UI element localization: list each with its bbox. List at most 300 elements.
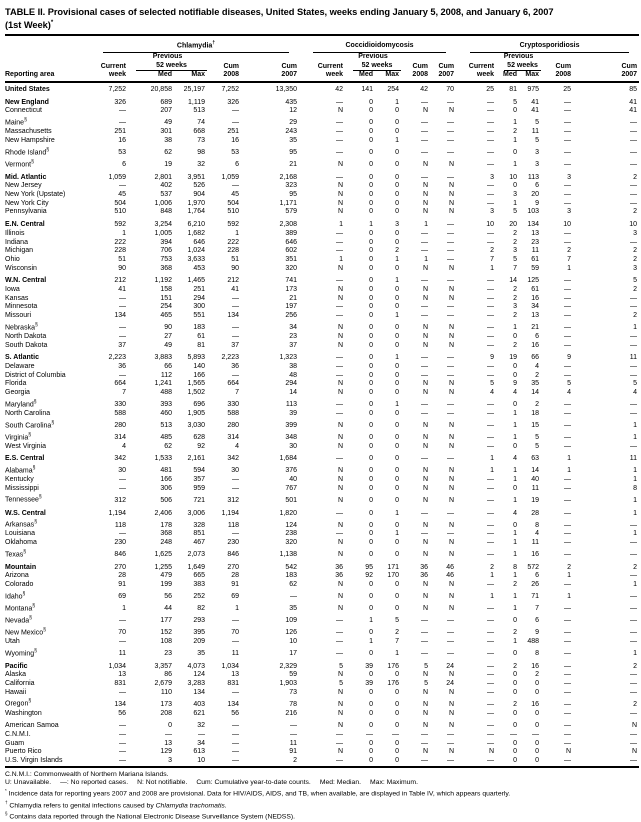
value-cell: 1 <box>513 136 518 144</box>
value-cell: 6 <box>122 160 126 168</box>
value-cell: — <box>421 401 428 409</box>
reporting-area-cell: Utah <box>5 637 20 645</box>
value-cell: 3 <box>535 148 540 156</box>
value-cell: 42 <box>335 86 343 94</box>
value-cell: 1,006 <box>154 199 172 207</box>
value-cell: 71 <box>531 593 540 601</box>
value-cell: — <box>336 128 343 136</box>
area-footnote-marker: § <box>43 626 46 633</box>
value-cell: — <box>564 617 572 625</box>
value-cell: — <box>630 680 638 688</box>
value-cell: — <box>564 128 572 136</box>
area-footnote-marker: § <box>28 431 31 438</box>
reporting-area-cell: Pennsylvania <box>5 208 47 216</box>
value-cell: 0 <box>395 371 399 379</box>
value-cell: 0 <box>369 722 373 730</box>
footnote-marker: * <box>5 788 7 794</box>
value-cell: 348 <box>285 433 297 441</box>
value-cell: 36 <box>118 363 126 371</box>
value-cell: 1 <box>513 119 518 127</box>
value-cell: — <box>630 401 638 409</box>
reporting-area-cell: Guam <box>5 739 25 747</box>
table-row <box>5 247 639 256</box>
value-cell: 513 <box>160 421 172 429</box>
value-cell: N <box>337 107 343 115</box>
value-cell: — <box>487 332 495 340</box>
value-cell: — <box>630 182 638 190</box>
value-cell: — <box>232 332 239 340</box>
value-cell: — <box>630 128 638 136</box>
value-cell: 28 <box>118 572 126 580</box>
value-cell: — <box>564 442 572 450</box>
value-cell: — <box>564 107 572 115</box>
value-cell: 1 <box>513 572 518 580</box>
footnote-marker: § <box>5 811 8 817</box>
value-cell: 10 <box>629 221 638 229</box>
value-cell: 3 <box>490 173 495 181</box>
value-cell: 2 <box>513 238 518 246</box>
value-cell: — <box>487 709 495 717</box>
reporting-area-cell: New England <box>5 98 49 106</box>
value-cell: N <box>448 421 455 429</box>
value-cell: 39 <box>365 680 373 688</box>
value-cell: — <box>421 509 428 517</box>
value-cell: — <box>447 649 455 657</box>
value-cell: 197 <box>285 303 297 311</box>
value-cell: N <box>422 160 428 168</box>
value-cell: 0 <box>513 107 518 115</box>
table-row <box>5 740 639 749</box>
footnote-marker: † <box>5 799 8 805</box>
value-cell: 230 <box>114 538 126 546</box>
value-cell: — <box>447 409 455 417</box>
value-cell: N <box>422 709 428 717</box>
value-cell: 5 <box>424 662 428 670</box>
table-row <box>5 230 639 239</box>
value-cell: 66 <box>531 354 540 362</box>
reporting-area-cell: Minnesota <box>5 303 38 311</box>
reporting-area-cell: Rhode Island§ <box>5 146 50 156</box>
value-cell: 8 <box>535 521 540 529</box>
reporting-area-cell: New Jersey <box>5 182 42 190</box>
value-cell: — <box>336 363 343 371</box>
value-cell: — <box>564 229 572 237</box>
value-cell: 2,168 <box>279 173 297 181</box>
value-cell: N <box>422 341 428 349</box>
med-header: Med <box>496 71 519 82</box>
value-cell: — <box>336 148 343 156</box>
value-cell: 3,357 <box>154 662 172 670</box>
value-cell: 2 <box>513 581 518 589</box>
value-cell: 51 <box>231 255 239 263</box>
value-cell: — <box>564 286 572 294</box>
area-footnote-marker: § <box>34 647 37 654</box>
value-cell: 0 <box>369 496 373 504</box>
value-cell: N <box>448 442 455 450</box>
value-cell: 0 <box>369 191 373 199</box>
value-cell: — <box>487 722 495 730</box>
value-cell: — <box>447 221 455 229</box>
value-cell: N <box>337 160 343 168</box>
value-cell: N <box>448 286 455 294</box>
reporting-area-cell: E.S. Central <box>5 455 45 463</box>
value-cell: 0 <box>513 484 518 492</box>
value-cell: N <box>337 442 343 450</box>
value-cell: 176 <box>387 662 399 670</box>
value-cell: 15 <box>531 421 540 429</box>
table-row <box>5 493 639 505</box>
value-cell: — <box>447 255 455 263</box>
value-cell: N <box>337 467 343 475</box>
value-cell: 0 <box>369 700 373 708</box>
value-cell: — <box>447 238 455 246</box>
value-cell: 10 <box>563 221 572 229</box>
value-cell: N <box>422 605 428 613</box>
table-row <box>5 530 639 539</box>
value-cell: 301 <box>160 128 172 136</box>
value-cell: — <box>336 530 343 538</box>
value-cell: 0 <box>395 442 399 450</box>
reporting-area-cell: Arkansas§ <box>5 519 37 529</box>
value-cell: 0 <box>513 148 518 156</box>
value-cell: N <box>448 182 455 190</box>
value-cell: 328 <box>193 521 205 529</box>
value-cell: — <box>447 363 455 371</box>
value-cell: — <box>336 739 343 747</box>
value-cell: 0 <box>395 286 399 294</box>
value-cell: — <box>630 409 638 417</box>
value-cell: 45 <box>118 191 126 199</box>
value-cell: 0 <box>369 421 373 429</box>
value-cell: 3 <box>490 208 495 216</box>
reporting-area-cell: New Hampshire <box>5 136 55 144</box>
value-cell: — <box>447 371 455 379</box>
value-cell: 13 <box>531 229 540 237</box>
value-cell: 5 <box>513 255 518 263</box>
reporting-area-cell: United States <box>5 86 50 94</box>
value-cell: 0 <box>395 581 399 589</box>
value-cell: — <box>232 294 239 302</box>
value-cell: 0 <box>513 363 518 371</box>
value-cell: 1 <box>339 221 343 229</box>
value-cell: N <box>448 324 455 332</box>
value-cell: — <box>487 312 495 320</box>
med-header: Med <box>345 71 375 82</box>
table-row <box>5 321 639 333</box>
value-cell: 904 <box>193 191 205 199</box>
value-cell: 21 <box>289 160 297 168</box>
value-cell: 646 <box>285 238 297 246</box>
spacer-cell <box>573 53 639 62</box>
value-cell: — <box>232 107 239 115</box>
value-cell: 280 <box>227 421 239 429</box>
value-cell: 5 <box>490 380 495 388</box>
value-cell: 0 <box>395 160 399 168</box>
value-cell: 1 <box>513 476 518 484</box>
reporting-area-cell: Mississippi <box>5 484 39 492</box>
value-cell: — <box>487 294 495 302</box>
value-cell: 2 <box>567 563 572 571</box>
table-row <box>5 590 639 602</box>
value-cell: — <box>487 550 495 558</box>
value-cell: — <box>564 332 572 340</box>
value-cell: — <box>421 312 428 320</box>
value-cell: 351 <box>285 255 297 263</box>
value-cell: 0 <box>395 389 399 397</box>
value-cell: 90 <box>118 264 126 272</box>
value-cell: 1 <box>567 593 572 601</box>
footnote-text: Contains data reported through the National Electronic Disease Surveillance System (NEDSS). <box>9 813 296 821</box>
value-cell: 34 <box>289 324 297 332</box>
value-cell: — <box>232 119 239 127</box>
value-cell: 0 <box>369 136 373 144</box>
value-cell: — <box>119 107 126 115</box>
value-cell: — <box>392 730 399 738</box>
value-cell: — <box>119 324 126 332</box>
value-cell: — <box>336 354 343 362</box>
value-cell: 0 <box>369 739 373 747</box>
value-cell: 134 <box>527 221 540 229</box>
value-cell: 1 <box>513 637 518 645</box>
value-cell: 256 <box>285 312 297 320</box>
value-cell: 19 <box>164 160 172 168</box>
value-cell: 62 <box>164 148 172 156</box>
value-cell: N <box>337 421 343 429</box>
value-cell: N <box>337 538 343 546</box>
value-cell: — <box>630 629 638 637</box>
value-cell: N <box>422 467 428 475</box>
value-cell: 0 <box>369 148 373 156</box>
value-cell: — <box>630 605 638 613</box>
value-cell: — <box>564 238 572 246</box>
value-cell: 13 <box>118 671 126 679</box>
value-cell: — <box>119 119 126 127</box>
table-row <box>5 303 639 312</box>
year-2007-header: 2007 <box>573 71 639 82</box>
value-cell: 0 <box>369 324 373 332</box>
value-cell: 2,329 <box>279 662 297 670</box>
value-cell: 91 <box>118 581 126 589</box>
value-cell: 11 <box>531 128 540 136</box>
value-cell: — <box>336 312 343 320</box>
value-cell: 53 <box>118 148 126 156</box>
value-cell: N <box>422 380 428 388</box>
value-cell: 170 <box>387 572 399 580</box>
reporting-area-cell: C.N.M.I. <box>5 730 31 738</box>
value-cell: — <box>564 662 572 670</box>
table-row <box>5 239 639 248</box>
value-cell: 34 <box>197 739 205 747</box>
table-row <box>5 107 639 116</box>
value-cell: 1,565 <box>187 380 205 388</box>
table-row <box>5 602 639 614</box>
value-cell: — <box>447 739 455 747</box>
table-row <box>5 638 639 647</box>
table-row <box>5 265 639 274</box>
value-cell: 0 <box>395 303 399 311</box>
value-cell: 134 <box>227 700 239 708</box>
value-cell: — <box>421 354 428 362</box>
value-cell: — <box>564 476 572 484</box>
value-cell: 2 <box>633 700 638 708</box>
value-cell: 70 <box>446 86 455 94</box>
value-cell: — <box>119 294 126 302</box>
value-cell: 92 <box>365 572 373 580</box>
value-cell: 0 <box>395 671 399 679</box>
value-cell: — <box>630 709 638 717</box>
value-cell: 4 <box>235 442 239 450</box>
value-cell: 1 <box>395 649 399 657</box>
value-cell: 0 <box>395 722 399 730</box>
value-cell: 230 <box>227 538 239 546</box>
value-cell: N <box>337 341 343 349</box>
value-cell: — <box>487 757 495 765</box>
value-cell: 11 <box>531 538 540 546</box>
reporting-area-cell: South Carolina§ <box>5 419 55 429</box>
value-cell: N <box>422 700 428 708</box>
footnotes <box>5 771 639 822</box>
value-cell: 228 <box>114 247 126 255</box>
group-title: Coccidioidomycosis <box>345 42 414 50</box>
value-cell: N <box>337 191 343 199</box>
area-footnote-marker: § <box>33 398 37 405</box>
table-row <box>5 731 639 740</box>
value-cell: N <box>337 593 343 601</box>
value-cell: — <box>487 688 495 696</box>
value-cell: N <box>448 264 455 272</box>
value-cell: — <box>630 160 638 168</box>
value-cell: 113 <box>285 401 297 409</box>
value-cell: 34 <box>531 303 540 311</box>
value-cell: N <box>422 191 428 199</box>
value-cell: 4 <box>513 389 518 397</box>
value-cell: — <box>487 107 495 115</box>
value-cell: N <box>337 199 343 207</box>
value-cell: 330 <box>114 401 126 409</box>
value-cell: 4 <box>535 363 540 371</box>
value-cell: 0 <box>369 371 373 379</box>
value-cell: N <box>337 521 343 529</box>
value-cell: 2 <box>490 563 495 571</box>
value-cell: 41 <box>118 286 126 294</box>
value-cell: 86 <box>164 671 172 679</box>
value-cell: — <box>564 303 572 311</box>
value-cell: 41 <box>531 107 540 115</box>
value-cell: N <box>337 709 343 717</box>
cum-header: Cum <box>621 62 638 70</box>
value-cell: 110 <box>160 688 172 696</box>
value-cell: — <box>232 371 239 379</box>
value-cell: 0 <box>395 593 399 601</box>
value-cell: — <box>487 199 495 207</box>
group-title: Chlamydia <box>176 42 213 50</box>
value-cell: 16 <box>231 136 239 144</box>
value-cell: 0 <box>369 649 373 657</box>
value-cell: — <box>119 476 126 484</box>
value-cell: N <box>422 581 428 589</box>
table-row <box>5 506 639 519</box>
value-cell: 2,308 <box>279 221 297 229</box>
value-cell: — <box>487 637 495 645</box>
value-cell: 3,254 <box>154 221 172 229</box>
year-2008-header: 2008 <box>541 71 573 82</box>
value-cell: 1,649 <box>187 563 205 571</box>
value-cell: 851 <box>193 530 205 538</box>
value-cell: 0 <box>513 182 518 190</box>
reporting-area-cell: Kentucky <box>5 476 34 484</box>
value-cell: — <box>119 484 126 492</box>
value-cell: 2 <box>633 208 638 216</box>
value-cell: 37 <box>231 341 239 349</box>
value-cell: 3 <box>513 303 518 311</box>
value-cell: — <box>564 136 572 144</box>
value-cell: 368 <box>160 530 172 538</box>
value-cell: 2 <box>535 371 540 379</box>
value-cell: 0 <box>513 739 518 747</box>
value-cell: 0 <box>369 757 373 765</box>
table-row <box>5 286 639 295</box>
value-cell: 665 <box>193 572 205 580</box>
value-cell: — <box>564 605 572 613</box>
reporting-area-cell: Massachusetts <box>5 128 52 136</box>
value-cell: 1 <box>567 264 572 272</box>
value-cell: 8 <box>513 563 518 571</box>
table-row <box>5 389 639 398</box>
value-cell: 594 <box>193 467 205 475</box>
value-cell: — <box>336 247 343 255</box>
value-cell: 6 <box>235 160 239 168</box>
value-cell: 6 <box>535 182 540 190</box>
value-cell: — <box>487 160 495 168</box>
value-cell: N <box>448 433 455 441</box>
value-cell: 1,034 <box>221 662 239 670</box>
value-cell: — <box>564 722 572 730</box>
table-row <box>5 718 639 731</box>
value-cell: 78 <box>289 700 297 708</box>
value-cell: 8 <box>633 484 638 492</box>
value-cell: — <box>421 530 428 538</box>
group-header-cell <box>89 37 299 53</box>
value-cell: N <box>448 593 455 601</box>
value-cell: 11 <box>231 649 239 657</box>
value-cell: 0 <box>535 757 540 765</box>
value-cell: — <box>487 229 495 237</box>
value-cell: — <box>421 363 428 371</box>
value-cell: 10 <box>289 637 297 645</box>
current-header: Current <box>468 62 495 70</box>
table-row <box>5 614 639 626</box>
value-cell: N <box>448 700 455 708</box>
value-cell: 501 <box>285 496 297 504</box>
footnote-legend <box>5 779 639 787</box>
value-cell: — <box>630 294 638 302</box>
value-cell: 1 <box>513 550 518 558</box>
value-cell: 542 <box>285 563 297 571</box>
value-cell: — <box>487 605 495 613</box>
value-cell: — <box>336 229 343 237</box>
value-cell: 0 <box>369 182 373 190</box>
weeks52-underline: 52 weeks <box>353 62 401 72</box>
table-row <box>5 312 639 321</box>
value-cell: 118 <box>227 521 239 529</box>
area-footnote-marker: § <box>24 117 27 124</box>
max-header: Max <box>519 71 541 82</box>
value-cell: — <box>630 148 638 156</box>
value-cell: — <box>366 730 373 738</box>
value-cell: 4 <box>513 509 518 517</box>
value-cell: 16 <box>531 294 540 302</box>
value-cell: — <box>510 730 518 738</box>
